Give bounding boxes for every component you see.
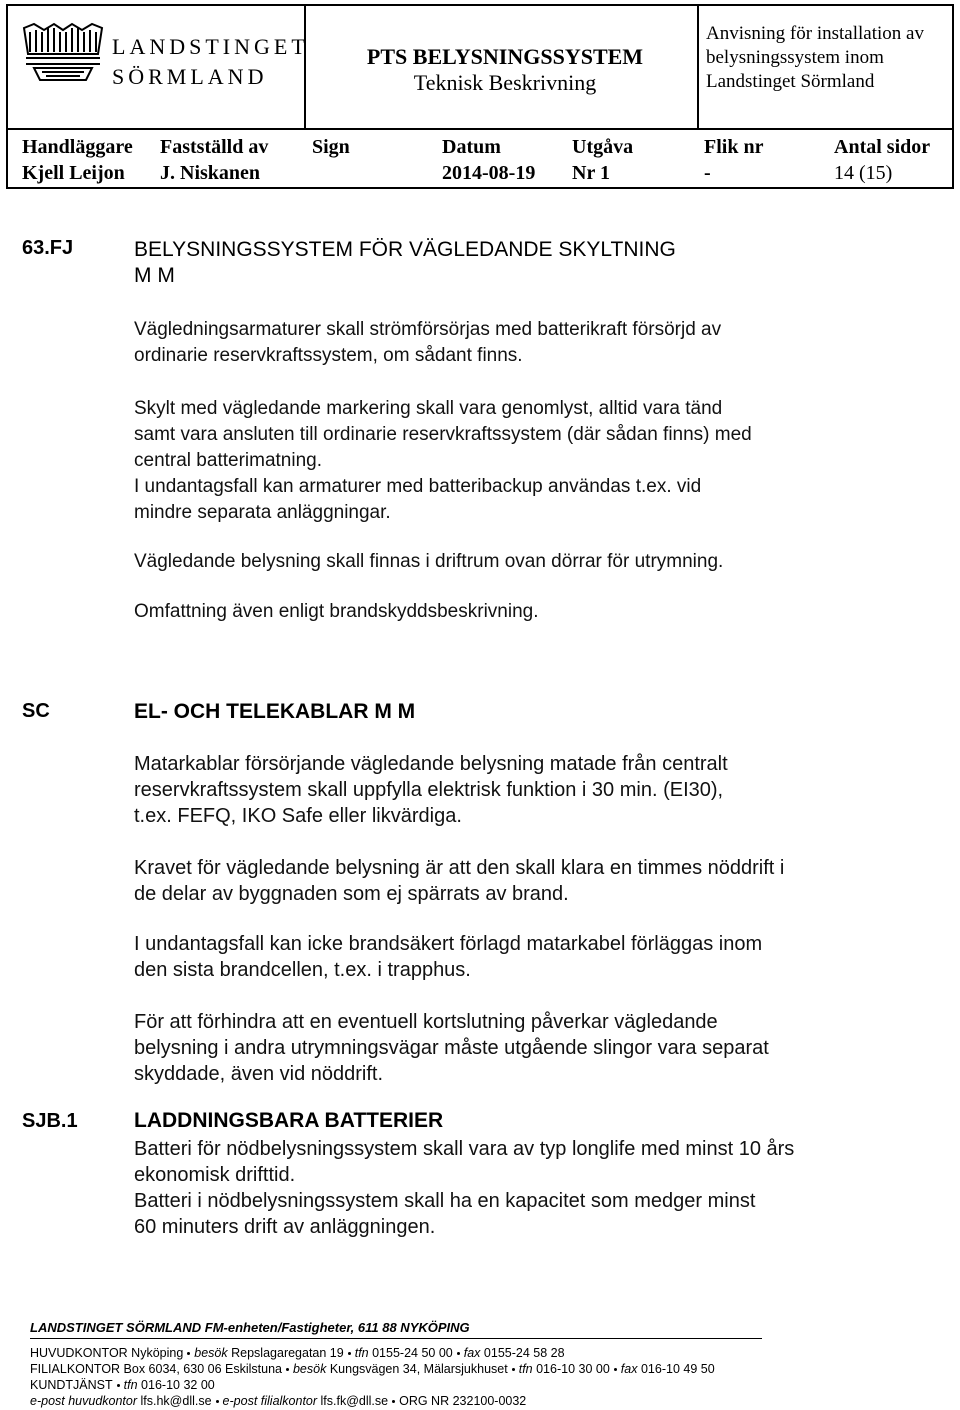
footer-text: HUVUDKONTOR Nyköping: [30, 1346, 184, 1360]
bullet-icon: [286, 1368, 289, 1371]
section-code: 63.FJ: [22, 237, 74, 259]
text-line: skyddade, även vid nöddrift.: [134, 1063, 384, 1085]
paragraph: [134, 549, 934, 575]
paragraph: [134, 599, 934, 625]
paragraph: [134, 396, 934, 526]
field-label-antal-sidor: Antal sidor: [834, 136, 931, 158]
text-line: Skylt med vägledande markering skall vara genomlyst, alltid vara tänd: [134, 398, 723, 419]
field-value-flik-nr: -: [704, 162, 711, 184]
text-line: de delar av byggnaden som ej spärrats av brand.: [134, 883, 569, 905]
document-title: PTS BELYSNINGSSYSTEM: [366, 44, 644, 69]
description-line: belysningssystem inom: [706, 47, 884, 68]
header-divider: [6, 128, 954, 130]
footer-text: e-post huvudkontor: [30, 1394, 138, 1408]
footer-text: Repslagaregatan 19: [231, 1346, 344, 1360]
description-line: Landstinget Sörmland: [706, 71, 875, 92]
bullet-icon: [348, 1352, 351, 1355]
header-column-divider: [304, 4, 306, 128]
bullet-icon: [117, 1384, 120, 1387]
paragraph: [134, 931, 934, 983]
text-line: Batteri för nödbelysningssystem skall vara av typ longlife med minst 10 års: [134, 1138, 795, 1160]
text-line: reservkraftssystem skall uppfylla elektrisk funktion i 30 min. (EI30),: [134, 779, 724, 801]
field-label-utgava: Utgåva: [572, 136, 634, 158]
field-label-faststalld-av: Fastställd av: [160, 136, 269, 158]
footer-text: 0155-24 58 28: [483, 1346, 565, 1360]
logo-line-1: LANDSTINGET: [112, 34, 309, 59]
crown-logo-icon: [20, 20, 106, 86]
footer-text: tfn: [123, 1378, 138, 1392]
footer-text: besök: [292, 1362, 327, 1376]
footer-line-email: [30, 1394, 526, 1408]
footer-rule: [30, 1338, 762, 1339]
footer-title: LANDSTINGET SÖRMLAND FM-enheten/Fastigheter, 611 88 NYKÖPING: [30, 1320, 470, 1335]
section-heading: [134, 699, 415, 725]
footer-text: 016-10 32 00: [141, 1378, 215, 1392]
document-title-block: [310, 44, 700, 96]
field-label-sign: Sign: [312, 136, 350, 158]
section-heading: [134, 1108, 443, 1134]
field-value-antal-sidor: 14 (15): [834, 162, 893, 184]
bullet-icon: [392, 1400, 395, 1403]
bullet-icon: [457, 1352, 460, 1355]
section-code: SJB.1: [22, 1110, 78, 1132]
text-line: 60 minuters drift av anläggningen.: [134, 1216, 436, 1238]
footer-text: besök: [194, 1346, 228, 1360]
field-label-flik-nr: Flik nr: [704, 136, 764, 158]
email-link[interactable]: lfs.fk@dll.se: [320, 1394, 389, 1408]
text-line: den sista brandcellen, t.ex. i trapphus.: [134, 959, 471, 981]
field-value-faststalld-av: J. Niskanen: [160, 162, 261, 184]
paragraph: [134, 855, 934, 907]
text-line: I undantagsfall kan armaturer med batteribackup användas t.ex. vid: [134, 476, 702, 497]
footer-text: FILIALKONTOR Box 6034, 630 06 Eskilstuna: [30, 1362, 282, 1376]
footer-text: ORG NR 232100-0032: [399, 1394, 527, 1408]
heading-line: EL- OCH TELEKABLAR M M: [134, 700, 416, 723]
footer-text: tfn: [518, 1362, 533, 1376]
text-line: Vägledande belysning skall finnas i driftrum ovan dörrar för utrymning.: [134, 551, 724, 572]
text-line: Kravet för vägledande belysning är att den skall klara en timmes nöddrift i: [134, 857, 785, 879]
text-line: mindre separata anläggningar.: [134, 502, 391, 523]
logo-line-2: SÖRMLAND: [112, 64, 268, 89]
footer-text: Kungsvägen 34, Mälarsjukhuset: [329, 1362, 508, 1376]
document-description: [706, 22, 951, 94]
text-line: I undantagsfall kan icke brandsäkert förlagd matarkabel förläggas inom: [134, 933, 763, 955]
text-line: belysning i andra utrymningsvägar måste utgående slingor vara separat: [134, 1037, 769, 1059]
footer-text: fax: [463, 1346, 481, 1360]
footer-text: KUNDTJÄNST: [30, 1378, 113, 1392]
text-line: ekonomisk drifttid.: [134, 1164, 296, 1186]
text-line: ordinarie reservkraftssystem, om sådant finns.: [134, 345, 523, 366]
paragraph: [134, 1136, 934, 1240]
text-line: samt vara ansluten till ordinarie reservkraftssystem (där sådan finns) med: [134, 424, 752, 445]
heading-line: M M: [134, 264, 175, 287]
footer-text: e-post filialkontor: [222, 1394, 318, 1408]
text-line: t.ex. FEFQ, IKO Safe eller likvärdiga.: [134, 805, 462, 827]
bullet-icon: [614, 1368, 617, 1371]
bullet-icon: [216, 1400, 219, 1403]
field-value-utgava: Nr 1: [572, 162, 610, 184]
text-line: Batteri i nödbelysningssystem skall ha en kapacitet som medger minst: [134, 1190, 756, 1212]
bullet-icon: [187, 1352, 190, 1355]
paragraph: [134, 751, 934, 829]
logo: [20, 20, 309, 90]
text-line: Matarkablar försörjande vägledande belysning matade från centralt: [134, 753, 728, 775]
footer-text: 016-10 49 50: [640, 1362, 715, 1376]
footer-line-customer-service: [30, 1378, 215, 1392]
paragraph: [134, 1009, 934, 1087]
heading-line: BELYSNINGSSYSTEM FÖR VÄGLEDANDE SKYLTNING: [134, 238, 676, 261]
paragraph: [134, 317, 934, 369]
field-value-datum: 2014-08-19: [442, 162, 536, 184]
footer-text: 0155-24 50 00: [372, 1346, 453, 1360]
section-code: SC: [22, 700, 50, 722]
bullet-icon: [512, 1368, 515, 1371]
description-line: Anvisning för installation av: [706, 23, 924, 44]
text-line: central batterimatning.: [134, 450, 322, 471]
heading-line: LADDNINGSBARA BATTERIER: [134, 1109, 444, 1132]
footer-text: 016-10 30 00: [536, 1362, 610, 1376]
field-label-datum: Datum: [442, 136, 501, 158]
text-line: Vägledningsarmaturer skall strömförsörjas med batterikraft försörjd av: [134, 319, 722, 340]
text-line: Omfattning även enligt brandskyddsbeskrivning.: [134, 601, 539, 622]
field-label-handlaggare: Handläggare: [22, 136, 133, 158]
field-value-handlaggare: Kjell Leijon: [22, 162, 125, 184]
document-subtitle: Teknisk Beskrivning: [413, 70, 597, 95]
footer-text: tfn: [354, 1346, 369, 1360]
footer-line-head-office: [30, 1346, 565, 1360]
footer-text: fax: [620, 1362, 638, 1376]
text-line: För att förhindra att en eventuell kortslutning påverkar vägledande: [134, 1011, 718, 1033]
section-heading: [134, 237, 894, 289]
email-link[interactable]: lfs.hk@dll.se: [140, 1394, 212, 1408]
footer-line-branch-office: [30, 1362, 715, 1376]
